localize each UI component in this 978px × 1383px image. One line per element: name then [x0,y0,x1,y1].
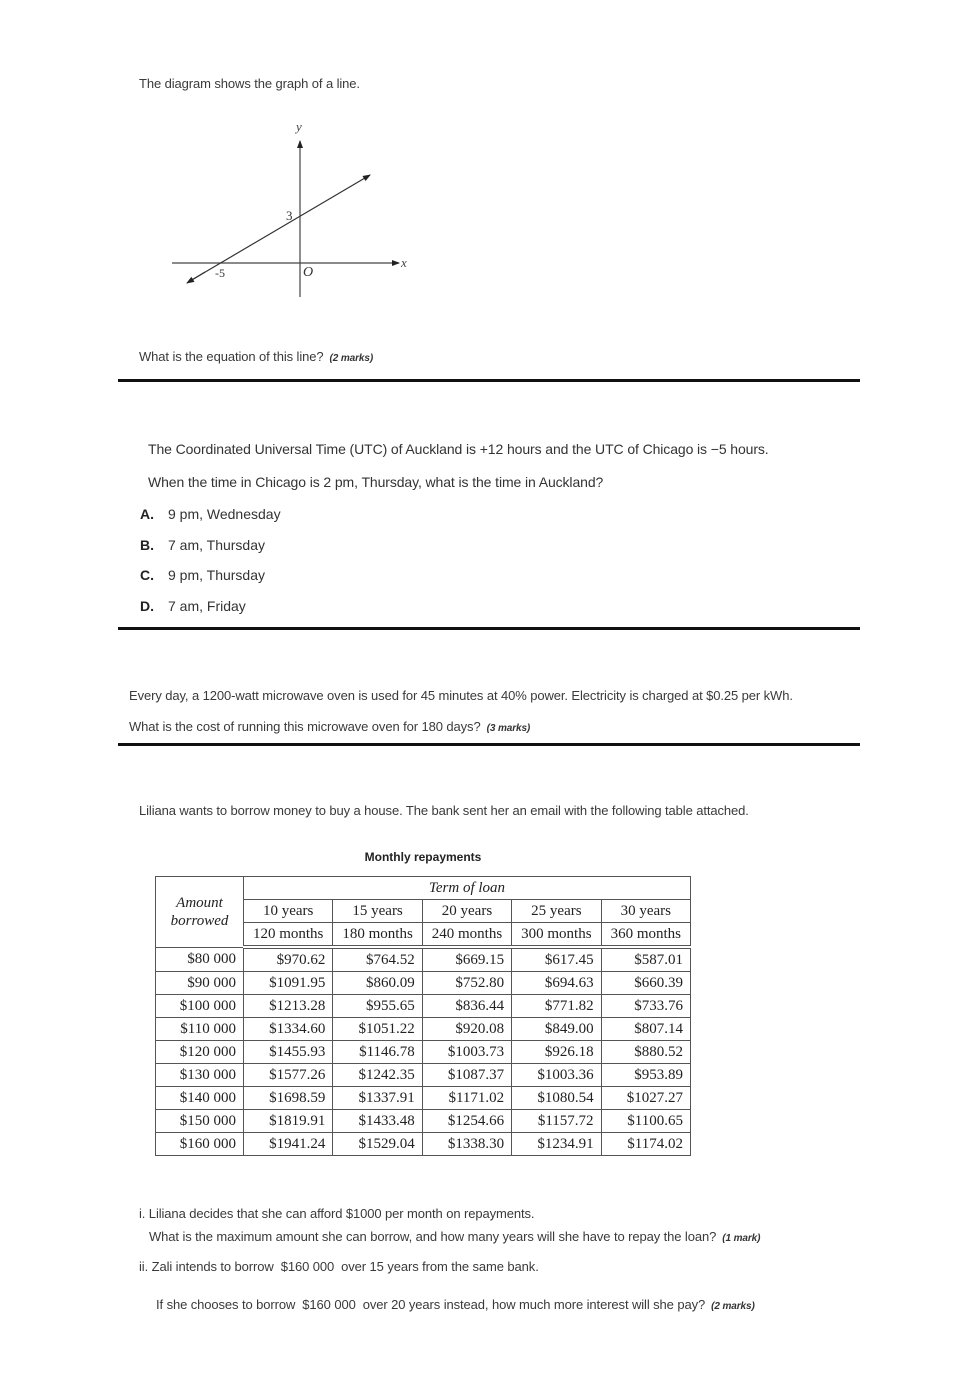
y-intercept-label: 3 [286,208,293,223]
years-header: 15 years [333,900,422,923]
q4-part-i-line2 [149,1229,760,1244]
repayment-cell: $1577.26 [244,1064,333,1087]
amount-cell: $140 000 [156,1087,244,1110]
section-divider [118,627,860,630]
option-text: 7 am, Friday [168,598,246,614]
q4-part-ii-line1: ii. Zali intends to borrow $160 000 over 15 years from the same bank. [139,1259,539,1274]
repayment-cell: $669.15 [422,947,511,972]
q2-stem: The Coordinated Universal Time (UTC) of Auckland is +12 hours and the UTC of Chicago is −5 hours. [148,441,769,457]
amount-cell: $110 000 [156,1018,244,1041]
repayment-cell: $752.80 [422,972,511,995]
table-row [156,972,691,995]
term-of-loan-header: Term of loan [244,877,691,900]
amount-cell: $130 000 [156,1064,244,1087]
repayment-cell: $587.01 [601,947,690,972]
q2-question: When the time in Chicago is 2 pm, Thursday, what is the time in Auckland? [148,474,604,490]
repayment-cell: $1051.22 [333,1018,422,1041]
repayment-cell: $926.18 [512,1041,601,1064]
table-row [156,1110,691,1133]
repayment-cell: $1334.60 [244,1018,333,1041]
repayment-cell: $1100.65 [601,1110,690,1133]
q4-part-i-question: What is the maximum amount she can borrow, and how many years will she have to repay the loan? [149,1229,717,1244]
repayment-cell: $1087.37 [422,1064,511,1087]
repayment-cell: $1213.28 [244,995,333,1018]
q2-option-c[interactable] [140,567,265,583]
q3-stem: Every day, a 1200-watt microwave oven is used for 45 minutes at 40% power. Electricity is charged at $0.25 per kWh. [129,688,793,703]
table-row [156,1133,691,1156]
repayment-cell: $836.44 [422,995,511,1018]
repayment-cell: $880.52 [601,1041,690,1064]
months-header: 120 months [244,923,333,948]
repayment-cell: $733.76 [601,995,690,1018]
years-header: 10 years [244,900,333,923]
repayment-cell: $1433.48 [333,1110,422,1133]
amount-cell: $150 000 [156,1110,244,1133]
repayment-cell: $1171.02 [422,1087,511,1110]
months-header: 300 months [512,923,601,948]
repayment-cell: $1027.27 [601,1087,690,1110]
origin-label: O [303,265,314,280]
years-header: 25 years [512,900,601,923]
table-row [156,1041,691,1064]
table-row [156,1087,691,1110]
q4-part-ii-line2 [149,1282,755,1312]
repayment-cell: $1254.66 [422,1110,511,1133]
repayment-cell: $955.65 [333,995,422,1018]
q4-intro: Liliana wants to borrow money to buy a house. The bank sent her an email with the following table attached. [139,803,749,818]
repayment-cell: $1003.36 [512,1064,601,1087]
option-text: 9 pm, Wednesday [168,506,281,522]
table-row [156,1064,691,1087]
months-header: 240 months [422,923,511,948]
years-header: 30 years [601,900,690,923]
repayment-cell: $1941.24 [244,1133,333,1156]
q2-option-d[interactable] [140,598,246,614]
repayment-cell: $771.82 [512,995,601,1018]
section-divider [118,743,860,746]
q4-part-i-marks: (1 mark) [722,1233,761,1244]
repayment-cell: $1174.02 [601,1133,690,1156]
option-letter: A. [140,506,154,522]
x-axis-label: x [401,255,407,270]
repayment-cell: $970.62 [244,947,333,972]
q1-question-text: What is the equation of this line? [139,349,324,364]
q1-question [139,349,373,364]
q3-marks: (3 marks) [486,723,531,734]
q3-question-text: What is the cost of running this microwave oven for 180 days? [129,719,481,734]
q1-intro: The diagram shows the graph of a line. [139,76,360,91]
amount-cell: $100 000 [156,995,244,1018]
option-text: 7 am, Thursday [168,537,266,553]
amount-cell: $90 000 [156,972,244,995]
repayment-cell: $1455.93 [244,1041,333,1064]
section-divider [118,379,860,382]
repayment-cell: $920.08 [422,1018,511,1041]
repayment-cell: $660.39 [601,972,690,995]
amount-cell: $80 000 [156,947,244,972]
repayment-cell: $1080.54 [512,1087,601,1110]
option-letter: C. [140,567,154,583]
repayment-cell: $617.45 [512,947,601,972]
table-title: Monthly repayments [364,850,482,864]
repayment-cell: $953.89 [601,1064,690,1087]
q4-part-ii-marks: (2 marks) [711,1301,755,1312]
amount-borrowed-header: Amount borrowed [156,877,244,948]
q4-part-ii-question: If she chooses to borrow $160 000 over 20 years instead, how much more interest will she pay? [156,1297,706,1312]
monthly-repayments-table [155,876,691,1156]
repayment-cell: $1242.35 [333,1064,422,1087]
months-header: 180 months [333,923,422,948]
table-row [156,995,691,1018]
months-header: 360 months [601,923,690,948]
repayment-cell: $1698.59 [244,1087,333,1110]
amount-cell: $120 000 [156,1041,244,1064]
repayment-cell: $694.63 [512,972,601,995]
line-graph-diagram [165,115,415,305]
repayment-cell: $860.09 [333,972,422,995]
repayment-cell: $807.14 [601,1018,690,1041]
repayment-cell: $849.00 [512,1018,601,1041]
option-letter: D. [140,598,154,614]
repayment-cell: $1337.91 [333,1087,422,1110]
repayment-cell: $1157.72 [512,1110,601,1133]
x-intercept-label: -5 [215,266,225,280]
table-row [156,947,691,972]
q1-marks: (2 marks) [329,353,374,364]
repayment-cell: $1146.78 [333,1041,422,1064]
repayment-cell: $1091.95 [244,972,333,995]
repayment-cell: $1338.30 [422,1133,511,1156]
years-header: 20 years [422,900,511,923]
amount-cell: $160 000 [156,1133,244,1156]
option-text: 9 pm, Thursday [168,567,266,583]
option-letter: B. [140,537,154,553]
q3-question [129,719,530,734]
repayment-cell: $1003.73 [422,1041,511,1064]
table-row [156,1018,691,1041]
q2-option-b[interactable] [140,537,265,553]
repayment-cell: $1234.91 [512,1133,601,1156]
q4-part-i-line1: i. Liliana decides that she can afford $1000 per month on repayments. [139,1206,535,1221]
repayment-cell: $1529.04 [333,1133,422,1156]
repayment-cell: $1819.91 [244,1110,333,1133]
repayment-cell: $764.52 [333,947,422,972]
y-axis-label: y [296,119,302,134]
q2-option-a[interactable] [140,506,281,522]
